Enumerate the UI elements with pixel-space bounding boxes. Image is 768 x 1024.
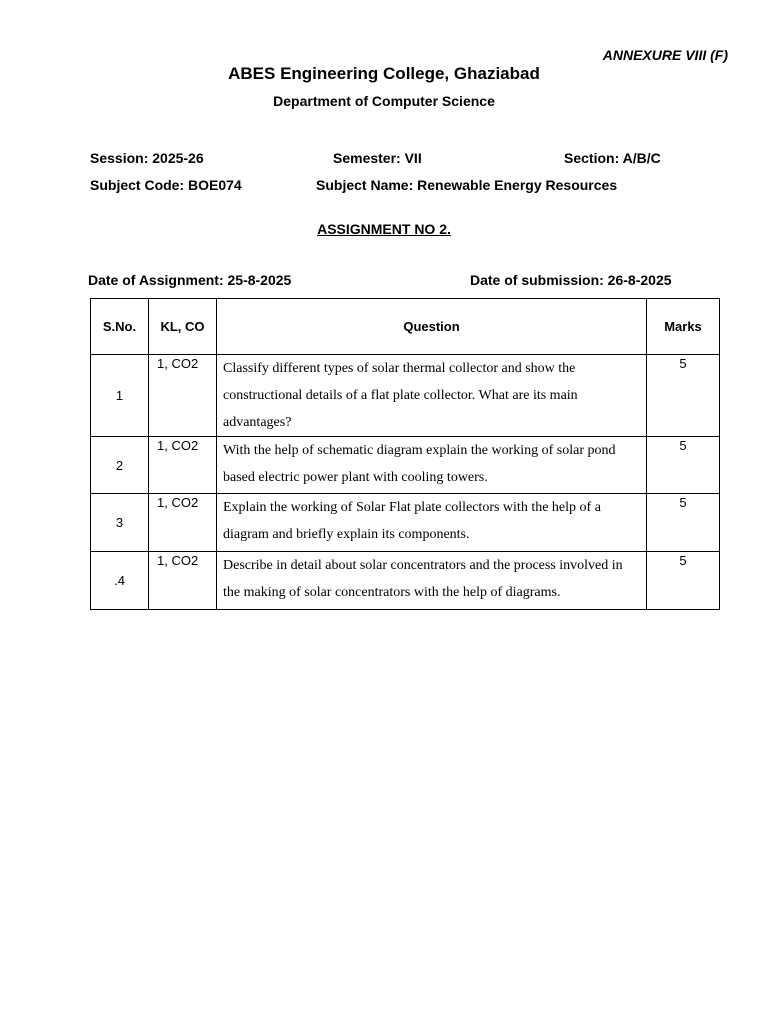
cell-question: Describe in detail about solar concentrators and the process involved in the making of solar concentrators with the help of diagrams. [217, 552, 647, 610]
cell-kl-co: 1, CO2 [149, 355, 217, 437]
cell-sno: 2 [91, 437, 149, 494]
questions-table [90, 298, 720, 610]
cell-marks: 5 [647, 437, 720, 494]
assignment-title: ASSIGNMENT NO 2. [317, 221, 451, 237]
cell-sno: 3 [91, 494, 149, 552]
cell-sno: .4 [91, 552, 149, 610]
cell-question: With the help of schematic diagram explain the working of solar pond based electric power plant with cooling towers. [217, 437, 647, 494]
cell-question: Classify different types of solar thermal collector and show the constructional details of a flat plate collector. What are its main advantages? [217, 355, 647, 437]
section: Section: A/B/C [564, 150, 661, 166]
subject-code: Subject Code: BOE074 [90, 177, 242, 193]
date-of-assignment: Date of Assignment: 25-8-2025 [88, 272, 292, 288]
cell-marks: 5 [647, 494, 720, 552]
cell-kl-co: 1, CO2 [149, 552, 217, 610]
semester: Semester: VII [333, 150, 422, 166]
table-row [91, 494, 720, 552]
cell-kl-co: 1, CO2 [149, 494, 217, 552]
table-row [91, 437, 720, 494]
annexure-label: ANNEXURE VIII (F) [602, 47, 728, 63]
cell-marks: 5 [647, 355, 720, 437]
date-of-submission: Date of submission: 26-8-2025 [470, 272, 672, 288]
cell-kl-co: 1, CO2 [149, 437, 217, 494]
header-question: Question [217, 299, 647, 355]
table-row [91, 552, 720, 610]
table-row [91, 355, 720, 437]
subject-name: Subject Name: Renewable Energy Resources [316, 177, 618, 193]
cell-marks: 5 [647, 552, 720, 610]
college-name: ABES Engineering College, Ghaziabad [228, 64, 540, 83]
table-header-row [91, 299, 720, 355]
header-marks: Marks [647, 299, 720, 355]
cell-question: Explain the working of Solar Flat plate collectors with the help of a diagram and briefly explain its components. [217, 494, 647, 552]
department-name: Department of Computer Science [273, 93, 495, 109]
header-kl-co: KL, CO [149, 299, 217, 355]
header-sno: S.No. [91, 299, 149, 355]
cell-sno: 1 [91, 355, 149, 437]
session: Session: 2025-26 [90, 150, 204, 166]
